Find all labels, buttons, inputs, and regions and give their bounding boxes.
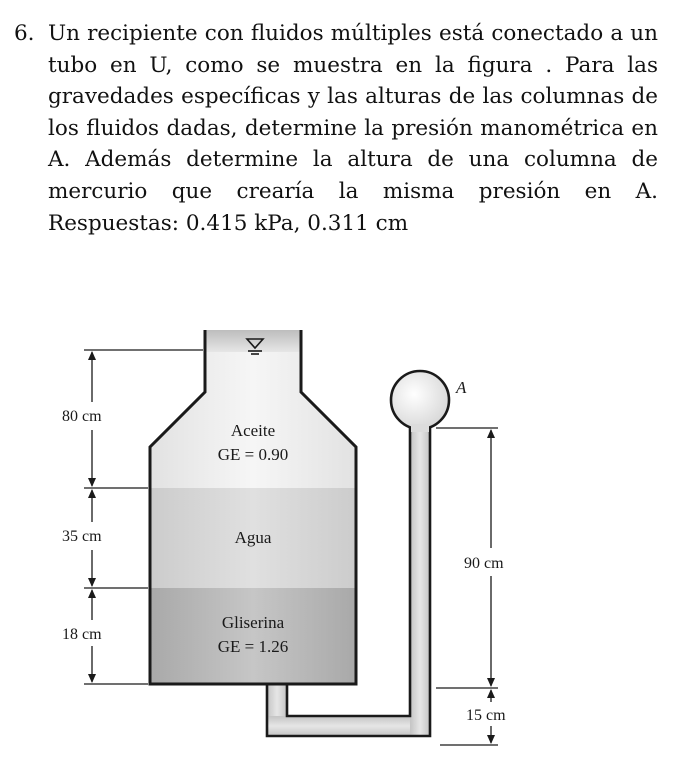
oil-height-label: 80 cm [62,408,102,425]
right-dimensions [436,428,498,745]
problem-number: 6. [14,21,35,46]
water-label: Agua [234,528,272,547]
glycerin-height-label: 18 cm [62,626,102,643]
glycerin-label: Gliserina [221,613,285,632]
tube-height-label: 90 cm [464,555,504,572]
glycerin-ge-label: GE = 1.26 [217,637,289,656]
tube-bottom-height-label: 15 cm [466,707,506,724]
glycerin-layer [151,588,355,684]
water-height-label: 35 cm [62,528,102,545]
point-a-label: A [456,378,467,397]
oil-label: Aceite [230,421,276,440]
oil-ge-label: GE = 0.90 [217,445,289,464]
problem-text: Un recipiente con fluidos múltiples está conectado a un tubo en U, como se muestra en la figura . Para las gravedades específicas y las alturas de las columnas de los fluidos dadas, determine la presión manométrica en A. Además determine la altura de una columna de mercurio que crearía la misma presión en A. Respuestas: 0.415 kPa, 0.311 cm [48,21,658,236]
bulb-a [391,371,449,432]
